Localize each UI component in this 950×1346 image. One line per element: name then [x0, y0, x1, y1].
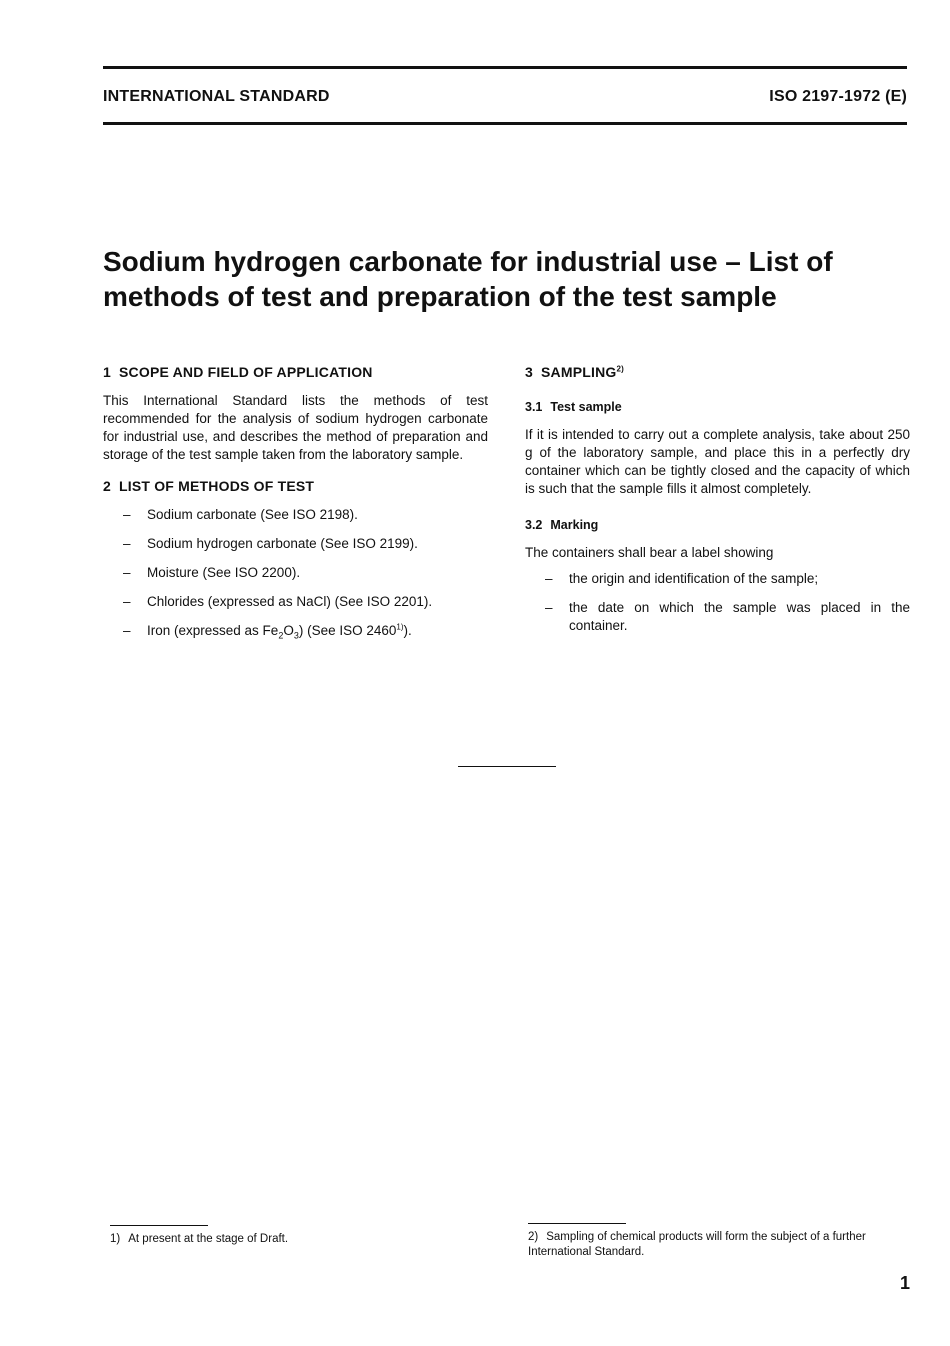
- left-column: [103, 364, 488, 640]
- section-1-body: This International Standard lists the methods of test recommended for the analysis of sodium hydrogen carbonate for industrial use, and describes the method of preparation and storage of the test sample taken from the laboratory sample.: [103, 393, 488, 462]
- footnote-ref-2: 2): [616, 364, 625, 374]
- list-item: [123, 593, 488, 611]
- iron-text-part: ).: [403, 623, 412, 638]
- list-item: [525, 599, 910, 635]
- list-item: [123, 564, 488, 582]
- subscript: 2: [278, 630, 284, 641]
- section-3-number: 3: [525, 364, 533, 380]
- subscript: 3: [293, 630, 299, 641]
- iron-text-part: Iron (expressed as Fe: [147, 623, 279, 638]
- footnote-rule-right: [528, 1223, 626, 1224]
- section-2-heading: [103, 478, 488, 494]
- section-3-heading: [525, 364, 910, 380]
- title-line-1: Sodium hydrogen carbonate for industrial use – List of: [103, 246, 833, 277]
- list-dash: –: [123, 594, 131, 609]
- list-dash: –: [545, 571, 553, 586]
- section-3-2-heading: [525, 518, 910, 532]
- section-3-2-number: 3.2: [525, 518, 543, 532]
- list-item-text: Moisture (See ISO 2200).: [147, 565, 301, 580]
- header-document-type: INTERNATIONAL STANDARD: [103, 88, 330, 105]
- header-bottom-rule: [103, 122, 907, 125]
- footnote-1-text: At present at the stage of Draft.: [128, 1233, 289, 1245]
- section-3-1-heading: [525, 400, 910, 414]
- section-1-number: 1: [103, 364, 111, 380]
- list-dash: –: [123, 507, 131, 522]
- list-item: [123, 506, 488, 524]
- list-item-text: Sodium carbonate (See ISO 2198).: [147, 507, 358, 522]
- iron-text-part: ) (See ISO 2460: [298, 623, 397, 638]
- page-title: [103, 244, 903, 314]
- list-item: [123, 622, 488, 640]
- list-dash: –: [123, 623, 131, 638]
- list-dash: –: [545, 600, 553, 615]
- section-2-title: LIST OF METHODS OF TEST: [119, 478, 315, 494]
- footnote-2-text: Sampling of chemical products will form the subject of a further International Standard.: [528, 1231, 866, 1258]
- list-item-text: [147, 622, 412, 641]
- title-line-2: methods of test and preparation of the test sample: [103, 281, 777, 312]
- section-3-2-title: Marking: [550, 518, 599, 532]
- methods-list: [103, 506, 488, 640]
- section-1-title: SCOPE AND FIELD OF APPLICATION: [119, 364, 373, 380]
- footnote-rule-left: [110, 1225, 208, 1226]
- list-dash: –: [123, 565, 131, 580]
- header-standard-number: ISO 2197-1972 (E): [769, 88, 907, 105]
- list-item: [525, 570, 910, 588]
- section-2-number: 2: [103, 478, 111, 494]
- footnote-1: [110, 1232, 288, 1247]
- footnote-1-number: 1): [110, 1233, 121, 1245]
- list-item: [123, 535, 488, 553]
- footnote-2-number: 2): [528, 1231, 539, 1243]
- list-item-text: Chlorides (expressed as NaCl) (See ISO 2201).: [147, 594, 433, 609]
- section-3-2-intro: The containers shall bear a label showing: [525, 545, 774, 560]
- list-dash: –: [123, 536, 131, 551]
- page-number: 1: [899, 1273, 910, 1293]
- section-1-heading: [103, 364, 488, 380]
- section-3-1-body: If it is intended to carry out a complete analysis, take about 250 g of the laboratory sample, and place this in a perfectly dry container which can be tightly closed and the capacity of which is such that the sample fills it almost completely.: [525, 427, 910, 496]
- end-of-text-rule: [458, 766, 556, 767]
- list-item-text: Sodium hydrogen carbonate (See ISO 2199).: [147, 536, 418, 551]
- iron-text-part: O: [283, 623, 294, 638]
- header-top-rule: [103, 66, 907, 69]
- list-item-text: the origin and identification of the sample;: [569, 571, 819, 586]
- footnote-2: [528, 1230, 913, 1260]
- section-3-1-number: 3.1: [525, 400, 543, 414]
- list-item-text: the date on which the sample was placed in the container.: [569, 600, 910, 633]
- right-column: [525, 364, 910, 635]
- footnote-ref-1: 1): [396, 622, 404, 632]
- section-3-title: SAMPLING: [541, 364, 617, 380]
- section-3-1-title: Test sample: [550, 400, 622, 414]
